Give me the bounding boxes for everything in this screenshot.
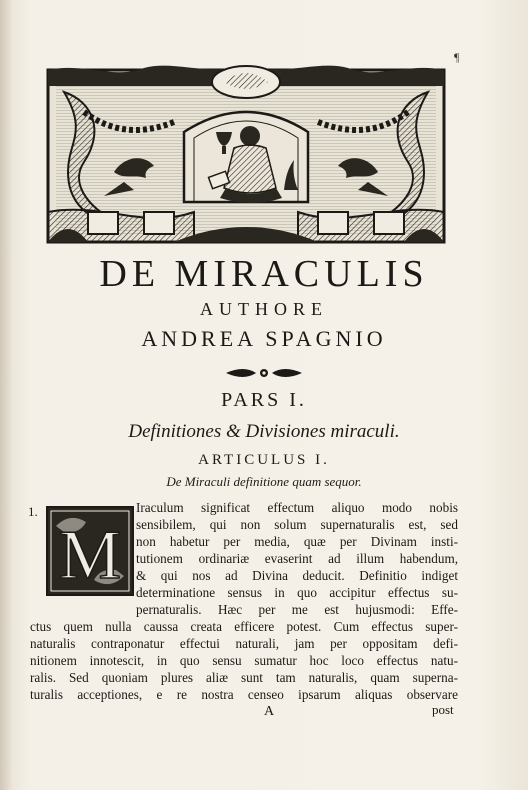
text-line: sensibilem, qui non solum supernaturalis est, sed (136, 517, 458, 532)
part-heading: PARS I. (221, 389, 307, 411)
text-line: nitionem innotescit, in quo sensu sumatur hoc loco effectus natu- (30, 653, 458, 668)
text-line: non habetur per media, quæ per Divinam insti- (136, 534, 458, 549)
part-subtitle: Definitiones & Divisiones miraculi. (128, 421, 400, 442)
book-title: DE MIRACULIS (99, 253, 429, 295)
text-line: & qui nos ad Divina deducit. Definitio indiget (136, 568, 458, 583)
text-line: determinatione sensus in quo accipitur effectus su- (136, 585, 458, 600)
headpiece-illustration (44, 62, 448, 248)
author-name: ANDREA SPAGNIO (141, 326, 387, 351)
text-line: naturalis contraponatur effectui naturali, jam per oppositam defi- (30, 636, 458, 651)
text-line: turalis acceptiones, e re nostra censeo ipsarum aliquas observare (30, 687, 458, 702)
text-line: tutionem ordinariæ evaserint ad illum habendum, (136, 551, 458, 566)
text-line: Iraculum significat effectum aliquo modo nobis (136, 500, 458, 515)
initial-letter: M (58, 517, 122, 594)
corner-mark: ¶ (454, 50, 460, 64)
fleuron-ornament (224, 366, 304, 380)
catchword: post (432, 702, 454, 717)
initial-frame (46, 506, 134, 596)
article-title: De Miraculi definitione quam sequor. (166, 474, 362, 489)
engraved-headpiece (44, 62, 448, 248)
decorated-initial (46, 506, 134, 596)
author-label: AUTHORE (200, 299, 328, 319)
article-heading: ARTICULUS I. (198, 452, 330, 468)
text-line: ctus quem nulla caussa creata efficere potest. Cum effectus super- (30, 619, 458, 634)
text-line: ralis. Sed quoniam plures aliæ sunt tam naturalis, quam superna- (30, 670, 458, 685)
text-line: pernaturalis. Hæc per me est hujusmodi: Effe- (136, 602, 458, 617)
signature-mark: A (264, 704, 275, 719)
paragraph-number: 1. (28, 504, 38, 519)
